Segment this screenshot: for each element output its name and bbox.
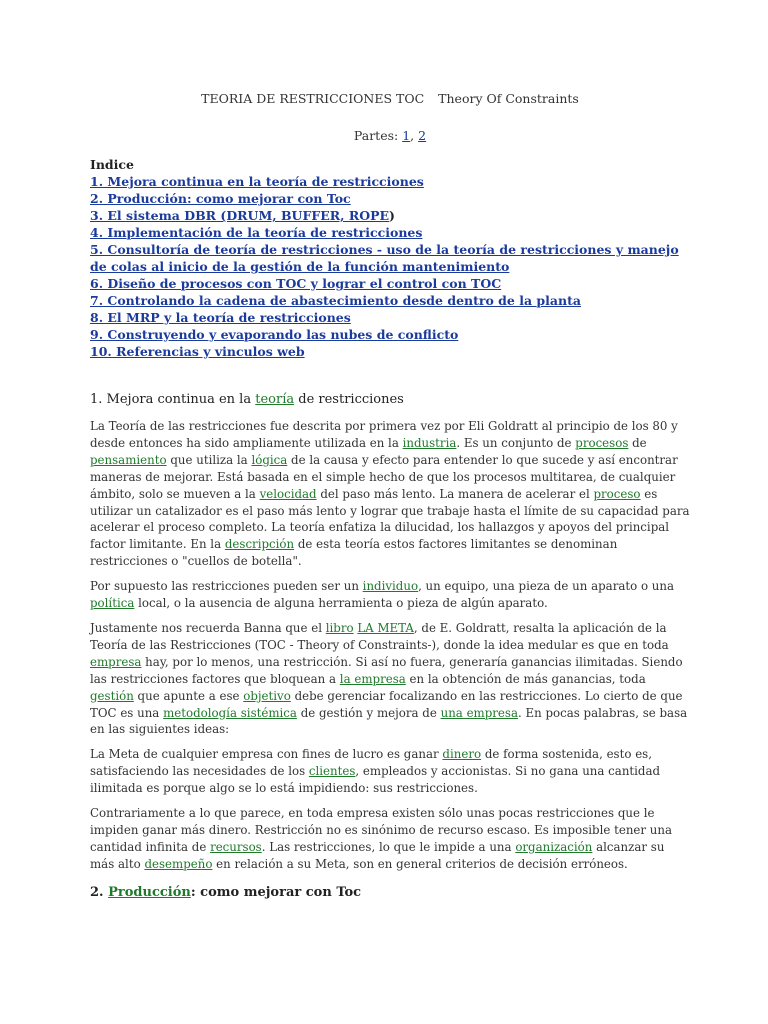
section-1-heading: 1. Mejora continua en la teoría de restricciones [90,392,404,407]
toc-item-3[interactable]: 3. El sistema DBR (DRUM, BUFFER, ROPE) [90,208,395,223]
objetivo-link[interactable]: objetivo [243,688,291,703]
individuo-link[interactable]: individuo [362,579,419,594]
libro-link[interactable]: libro [325,620,354,635]
toc-item-10[interactable]: 10. Referencias y vinculos web [90,344,305,359]
clientes-link[interactable]: clientes [308,764,356,779]
logica-link[interactable]: lógica [251,452,288,467]
toc-item-7[interactable]: 7. Controlando la cadena de abastecimiento desde dentro de la planta [90,293,581,308]
title-spanish: TEORIA DE RESTRICCIONES TOC [201,91,425,106]
una-empresa-link[interactable]: una empresa [440,705,518,720]
desempeno-link[interactable]: desempeño [144,856,213,871]
proceso-link[interactable]: proceso [593,486,641,501]
paragraph-1: La Teoría de las restricciones fue descrita por primera vez por Eli Goldratt al principio de los 80 y desde entonces ha sido ampliamente utilizada en la industria. Es un conjunto de procesos de pensamiento que utiliza la lógica de la causa y efecto para entender lo que sucede y así encontrar maneras de mejorar. Está basada en el simple hecho de que los procesos multitarea, de cualquier ámbito, solo se mueven a la velocidad del paso más lento. La manera de acelerar el proceso es utilizar un catalizador es el paso más lento y lograr que trabaje hasta el límite de su capacidad para acelerar el proceso completo. La teoría enfatiza la dilucidad, los hallazgos y apoyos del principal factor limitante. En la descripción de esta teoría estos factores limitantes se denominan restricciones o "cuellos de botella". [90,419,690,569]
descripcion-link[interactable]: descripción [224,537,295,552]
toc-item-2[interactable]: 2. Producción: como mejorar con Toc [90,191,351,206]
pensamiento-link[interactable]: pensamiento [90,452,167,467]
paragraph-4: La Meta de cualquier empresa con fines de lucro es ganar dinero de forma sostenida, esto es, satisfaciendo las necesidades de los clientes, empleados y accionistas. Si no gana una cantidad ilimitada es porque algo se lo está impidiendo: sus restricciones. [90,747,661,796]
la-meta-link[interactable]: LA META [357,620,414,635]
document-title [90,88,690,110]
toc-item-9[interactable]: 9. Construyendo y evaporando las nubes de conflicto [90,327,459,342]
toc-item-6[interactable]: 6. Diseño de procesos con TOC y lograr el control con TOC [90,276,502,291]
organizacion-link[interactable]: organización [515,839,593,854]
part-1-link[interactable]: 1 [402,128,411,143]
toc-item-5[interactable]: 5. Consultoría de teoría de restricciones - uso de la teoría de restricciones y manejo de colas al inicio de la gestión de la función mantenimiento [90,242,679,274]
recursos-link[interactable]: recursos [210,839,262,854]
table-of-contents [90,173,690,360]
toc-item-4[interactable]: 4. Implementación de la teoría de restricciones [90,225,423,240]
section-2-heading: 2. Producción: como mejorar con Toc [90,884,362,900]
gestion-link[interactable]: gestión [90,688,134,703]
index-heading: Indice [90,157,134,172]
document-body [90,88,690,903]
empresa-link[interactable]: empresa [90,654,142,669]
paragraph-2: Por supuesto las restricciones pueden ser un individuo, un equipo, una pieza de un aparato o una política local, o la ausencia de alguna herramienta o pieza de algún aparato. [90,579,675,611]
produccion-link[interactable]: Producción [108,884,191,900]
teoria-link[interactable]: teoría [255,392,295,407]
procesos-link[interactable]: procesos [575,435,629,450]
toc-item-1[interactable]: 1. Mejora continua en la teoría de restricciones [90,174,424,189]
parts-label: Partes: [353,128,399,143]
politica-link[interactable]: política [90,596,135,611]
la-empresa-link[interactable]: la empresa [339,671,406,686]
dinero-link[interactable]: dinero [442,747,482,762]
toc-item-8[interactable]: 8. El MRP y la teoría de restricciones [90,310,351,325]
part-2-link[interactable]: 2 [418,128,427,143]
parts-nav: Partes: 1, 2 [353,128,427,143]
velocidad-link[interactable]: velocidad [259,486,317,501]
paragraph-3: Justamente nos recuerda Banna que el libro LA META, de E. Goldratt, resalta la aplicación de la Teoría de las Restricciones (TOC - Theory of Constraints-), donde la idea medular es que en toda empresa hay, por lo menos, una restricción. Si así no fuera, generaría ganancias ilimitadas. Siendo las restricciones factores que bloquean a la empresa en la obtención de más ganancias, toda gestión que apunte a ese objetivo debe gerenciar focalizando en las restricciones. Lo cierto de que TOC es una metodología sistémica de gestión y mejora de una empresa. En pocas palabras, se basa en las siguientes ideas: [90,620,688,737]
title-english: Theory Of Constraints [438,91,579,106]
metodologia-sistemica-link[interactable]: metodología sistémica [163,705,297,720]
paragraph-5: Contrariamente a lo que parece, en toda empresa existen sólo unas pocas restricciones que le impiden ganar más dinero. Restricción no es sinónimo de recurso escaso. Es imposible tener una cantidad infinita de recursos. Las restricciones, lo que le impide a una organización alcanzar su más alto desempeño en relación a su Meta, son en general criterios de decisión erróneos. [90,806,673,871]
industria-link[interactable]: industria [402,435,457,450]
